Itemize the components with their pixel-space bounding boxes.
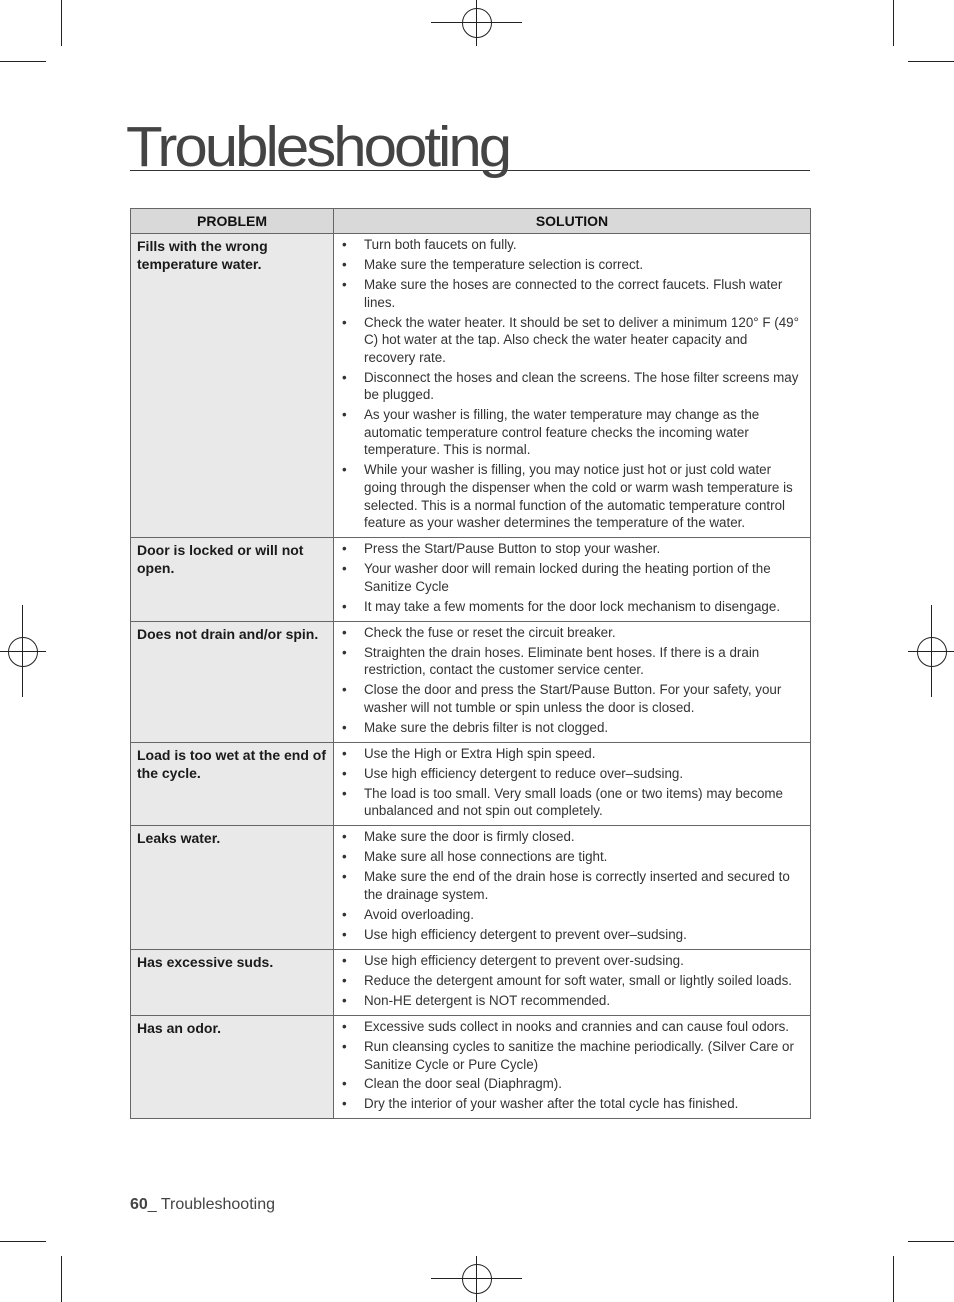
- solution-item: • Make sure the door is firmly closed.: [340, 828, 802, 846]
- problem-cell: Does not drain and/or spin.: [131, 621, 334, 742]
- solution-item: • Non-HE detergent is NOT recommended.: [340, 992, 802, 1010]
- footer-label: _ Troubleshooting: [147, 1196, 275, 1213]
- solution-list: [340, 624, 802, 737]
- solution-item: • Avoid overloading.: [340, 906, 802, 924]
- solution-list: [340, 540, 802, 615]
- solution-item: • Press the Start/Pause Button to stop your washer.: [340, 540, 802, 558]
- solution-item: • Use the High or Extra High spin speed.: [340, 745, 802, 763]
- solution-item: • Check the fuse or reset the circuit breaker.: [340, 624, 802, 642]
- solution-cell: [334, 949, 811, 1015]
- title-rule: [126, 114, 810, 179]
- table-row: [131, 1015, 811, 1119]
- problem-cell: Has an odor.: [131, 1015, 334, 1119]
- table-row: [131, 538, 811, 622]
- solution-item: • Make sure all hose connections are tight.: [340, 848, 802, 866]
- problem-column-header: PROBLEM: [131, 209, 334, 234]
- solution-item: • Close the door and press the Start/Pause Button. For your safety, your washer will not tumble or spin unless the door is closed.: [340, 681, 802, 716]
- problem-cell: Fills with the wrong temperature water.: [131, 234, 334, 538]
- table-row: [131, 826, 811, 950]
- table-row: [131, 621, 811, 742]
- solution-item: • Reduce the detergent amount for soft water, small or lightly soiled loads.: [340, 972, 802, 990]
- solution-cell: [334, 621, 811, 742]
- troubleshooting-table: [130, 208, 811, 1119]
- solution-item: • As your washer is filling, the water temperature may change as the automatic temperature control feature checks the incoming water temperature. This is normal.: [340, 406, 802, 459]
- solution-cell: [334, 234, 811, 538]
- solution-item: • Excessive suds collect in nooks and crannies and can cause foul odors.: [340, 1018, 802, 1036]
- solution-list: [340, 236, 802, 532]
- solution-item: • Run cleansing cycles to sanitize the machine periodically. (Silver Care or Sanitize Cycle or Pure Cycle): [340, 1038, 802, 1073]
- problem-cell: Leaks water.: [131, 826, 334, 950]
- page-title: Troubleshooting: [126, 114, 510, 179]
- solution-item: • While your washer is filling, you may notice just hot or just cold water going through the dispenser when the cold or warm wash temperature is selected. This is a normal function of the automatic temperature control feature as your washer determines the temperature of the water.: [340, 461, 802, 531]
- solution-item: • Clean the door seal (Diaphragm).: [340, 1075, 802, 1093]
- solution-item: • Use high efficiency detergent to reduce over–sudsing.: [340, 765, 802, 783]
- solution-list: [340, 745, 802, 820]
- page-footer: [130, 1196, 275, 1214]
- solution-cell: [334, 538, 811, 622]
- solution-item: • Use high efficiency detergent to prevent over-sudsing.: [340, 952, 802, 970]
- solution-item: • Make sure the debris filter is not clogged.: [340, 719, 802, 737]
- solution-cell: [334, 826, 811, 950]
- table-body: [131, 234, 811, 1119]
- solution-item: • Make sure the end of the drain hose is correctly inserted and secured to the drainage system.: [340, 868, 802, 903]
- table-row: [131, 949, 811, 1015]
- solution-cell: [334, 742, 811, 826]
- solution-item: • Make sure the temperature selection is correct.: [340, 256, 802, 274]
- solution-item: • Straighten the drain hoses. Eliminate bent hoses. If there is a drain restriction, contact the customer service center.: [340, 644, 802, 679]
- solution-list: [340, 1018, 802, 1113]
- solution-item: • Check the water heater. It should be set to deliver a minimum 120° F (49° C) hot water at the tap. Also check the water heater capacity and recovery rate.: [340, 314, 802, 367]
- solution-item: • The load is too small. Very small loads (one or two items) may become unbalanced and not spin out completely.: [340, 785, 802, 820]
- solution-list: [340, 952, 802, 1010]
- solution-cell: [334, 1015, 811, 1119]
- solution-item: • Make sure the hoses are connected to the correct faucets. Flush water lines.: [340, 276, 802, 311]
- solution-item: • It may take a few moments for the door lock mechanism to disengage.: [340, 598, 802, 616]
- table-header-row: [131, 209, 811, 234]
- table-row: [131, 742, 811, 826]
- solution-list: [340, 828, 802, 943]
- problem-cell: Load is too wet at the end of the cycle.: [131, 742, 334, 826]
- solution-column-header: SOLUTION: [334, 209, 811, 234]
- problem-cell: Has excessive suds.: [131, 949, 334, 1015]
- problem-cell: Door is locked or will not open.: [131, 538, 334, 622]
- table-row: [131, 234, 811, 538]
- solution-item: • Your washer door will remain locked during the heating portion of the Sanitize Cycle: [340, 560, 802, 595]
- solution-item: • Use high efficiency detergent to prevent over–sudsing.: [340, 926, 802, 944]
- solution-item: • Disconnect the hoses and clean the screens. The hose filter screens may be plugged.: [340, 369, 802, 404]
- solution-item: • Turn both faucets on fully.: [340, 236, 802, 254]
- page-number: 60: [130, 1196, 148, 1213]
- solution-item: • Dry the interior of your washer after the total cycle has finished.: [340, 1095, 802, 1113]
